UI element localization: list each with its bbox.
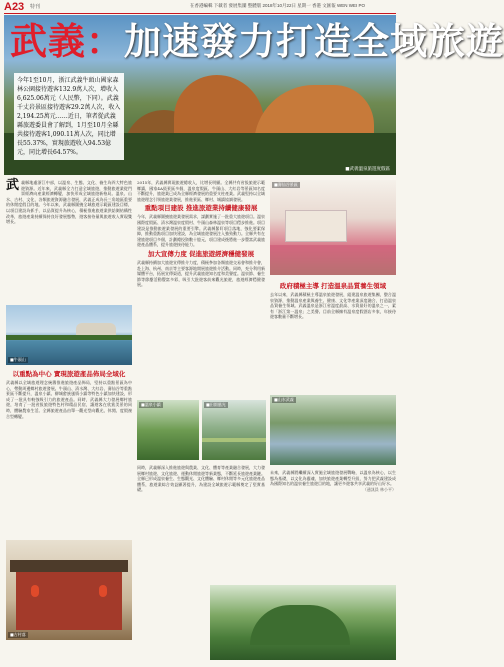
- village-photo: [137, 400, 199, 460]
- resort-photo: [270, 180, 396, 275]
- photo-caption: ■山水武義: [274, 397, 294, 402]
- section-heading: 政府積極主導 打造溫泉品質養生領域: [279, 282, 387, 290]
- mountain-photo: [270, 395, 396, 465]
- headline: [10, 21, 504, 61]
- photo-caption: ■溫泉小鎮: [141, 402, 161, 407]
- field-photo: [202, 400, 266, 460]
- header-info: 在香港編輯 下載者 發展集團 整體版 2018年10月22日 星期一 香港 文匯報 WEN WEI PO: [190, 3, 366, 8]
- article-column-right: [270, 280, 396, 320]
- mid-paragraph: 2015年，武義縣實現旅遊總收入，比增長明顯。全縣共有省級旅遊示範鄉鎮，國家4A級景區多個，溫泉度假區、牛頭山、大紅岩等景區知名度不斷提升，旅遊業已成為全縣經濟發展的重要支柱產業。武義堅持以全域旅遊理念引領旅遊業發展，推進景區、鄉村、城鎮協調發展。: [137, 180, 265, 202]
- lead-paragraph: [6, 180, 132, 225]
- lantern-shape: [31, 585, 39, 597]
- page-header: [0, 0, 400, 13]
- page-number: A23: [4, 1, 25, 13]
- section-text: 去年以來，武義縣積極主導溫泉旅遊發展，組建溫泉旅遊集團，整合溫泉資源，推動溫泉產業與養生、健康、文化等產業深度融合，打造溫泉品質養生領域。武義溫泉是浙江省溫度最高、水質最好的溫泉之一，素有「浙江第一溫泉」之美譽。目前全縣擁有溫泉度假酒店多家，年接待遊客數量不斷增長。: [270, 292, 396, 320]
- banner-photo: [4, 15, 504, 175]
- article-section-a: [6, 368, 132, 419]
- banner-caption: ■武義溫泉旅遊度假區: [345, 167, 390, 172]
- headline-white: 加速發力打造全域旅遊: [124, 19, 504, 63]
- temple-photo: [6, 540, 132, 640]
- closing-text: 未來，武義縣將繼續深入實施全域旅遊發展戰略，以溫泉為核心，以生態為基礎，以文化為靈魂，加快旅遊產業轉型升級，努力把武義建設成為國際知名的溫泉養生旅遊目的地，讓更多遊客共享武義的好山好水。: [270, 470, 396, 487]
- section-text: 同時，武義縣深入推進旅遊與農業、文化、體育等產業融合發展，大力發展鄉村旅遊、文化旅遊、運動休閒旅遊等新業態，不斷延長旅遊產業鏈。全縣已形成溫泉養生、生態觀光、文化體驗、鄉村休閒等多元化旅遊產品體系，旅遊業綜合效益顯著提升，為建設全域旅遊示範縣奠定了堅實基礎。: [137, 465, 265, 493]
- building-shape: [16, 570, 122, 630]
- photo-caption: ■田園風光: [206, 402, 226, 407]
- lead-text: 義縣地處浙江中部，以溫泉、生態、文化、養生為四大特色旅遊資源。近年來，武義縣全力打造全域旅遊，推動旅遊業從門票經濟向產業經濟轉變，加快形成全域旅遊新格局。溫泉、山水、古村、文化，各類旅遊資源融合發展，武義正成為長三角地區重要的休閒度假目的地。今年以來，武義縣圍繞全域旅遊示範區建設目標，以項目建設為抓手，以品質提升為核心，積極推進旅遊業供給側結構性改革，旅遊產業持續保持良好發展態勢，遊客接待量與旅遊收入實現雙增長。: [6, 180, 132, 225]
- photo-caption: ■古村落: [10, 632, 26, 637]
- header-rule: [4, 13, 396, 14]
- section-heading: 加大宣傳力度 促進旅遊經濟穩健發展: [147, 249, 255, 258]
- article-column-right-lower: [270, 470, 396, 492]
- roof-shape: [10, 560, 128, 572]
- article-column-mid: [137, 180, 265, 288]
- terrace-shape: [202, 438, 266, 442]
- section-heading: 以重點為中心 實現旅遊產品佈局全域化: [12, 370, 126, 378]
- section-label: 特刊: [30, 4, 41, 10]
- byline: （通訊員 林小平）: [362, 486, 396, 492]
- landscape-photo: [210, 585, 396, 660]
- intro-box: 今年1至10月，浙江武義牛頭山國家森林公園接待遊客132.9萬人次，增收入6,625.06萬元（人民幣，下同）。武義千丈岩景區接待遊客29.2萬人次，收入2,194.25萬元……近日，筆者從武義縣旅遊委員會了解到，1月至10月全縣共接待遊客1,090.11萬人次，同比增長55.37%，實現旅遊收入94.53億元，同比增長64.57%。: [14, 73, 124, 160]
- flower-field-shape: [270, 245, 396, 275]
- hill-shape: [250, 605, 350, 645]
- article-column-mid-lower: [137, 465, 265, 493]
- photo-caption: ■壽仙谷景區: [274, 182, 298, 187]
- photo-caption: ■牛頭山: [10, 357, 26, 362]
- dropcap: 武: [6, 178, 20, 193]
- headline-red: 武義：: [10, 19, 124, 63]
- section-text: 今年，武義縣圍繞旅遊業發展需求，謀劃實施了一批重大旅遊項目。溫泉國際度假區、清水灣溫泉度假村、牛頭山森林溫泉等項目穩步推進。項目建設是推動旅遊業發展的重要引擎。武義縣緊盯項目落地，強化要素保障，推動重點項目加快建設，為全域旅遊發展注入強勁動力。全縣共有在建旅遊項目多個，計劃總投資數十億元，項目建成後將進一步豐富武義旅遊產品體系，提升旅遊接待能力。: [137, 214, 265, 248]
- lake-photo: [6, 305, 132, 365]
- article-column-left: [6, 180, 132, 225]
- section-heading: 重點項目建設 推進旅遊業持續健康發展: [144, 204, 258, 213]
- shoreline-shape: [6, 335, 132, 340]
- lantern-shape: [99, 585, 107, 597]
- building-shape: [285, 210, 347, 242]
- section-text: 武義縣持續加大旅遊宣傳推介力度，積極參加各類旅遊交易會和推介會，赴上海、杭州、南京等主要客源地開展旅遊推介活動。同時，充分利用新媒體平台，拓展宣傳渠道，提升武義旅遊知名度和美譽度。溫泉節、養生節等節慶活動豐富多彩，吸引大批遊客前來觀光旅遊，旅遊經濟穩健發展。: [137, 259, 265, 288]
- section-text: 武義縣以全域旅遊理念統籌推進旅遊產品佈局，堅持以重點景區為中心，帶動周邊鄉村旅遊發展。牛頭山、清水灣、大紅岩、壽仙谷等重點景區不斷提升，溫泉小鎮、柳城畲族風情小鎮等特色小鎮加快建設，形成了一批具有較強吸引力的旅遊產品。同時，武義縣大力發展鄉村旅遊，培育了一批省級旅遊特色村和精品民宿，讓遊客在欣賞美景的同時，體驗農家生活。全縣旅遊產品由單一觀光型向觀光、休閒、度假複合型轉變。: [6, 380, 132, 419]
